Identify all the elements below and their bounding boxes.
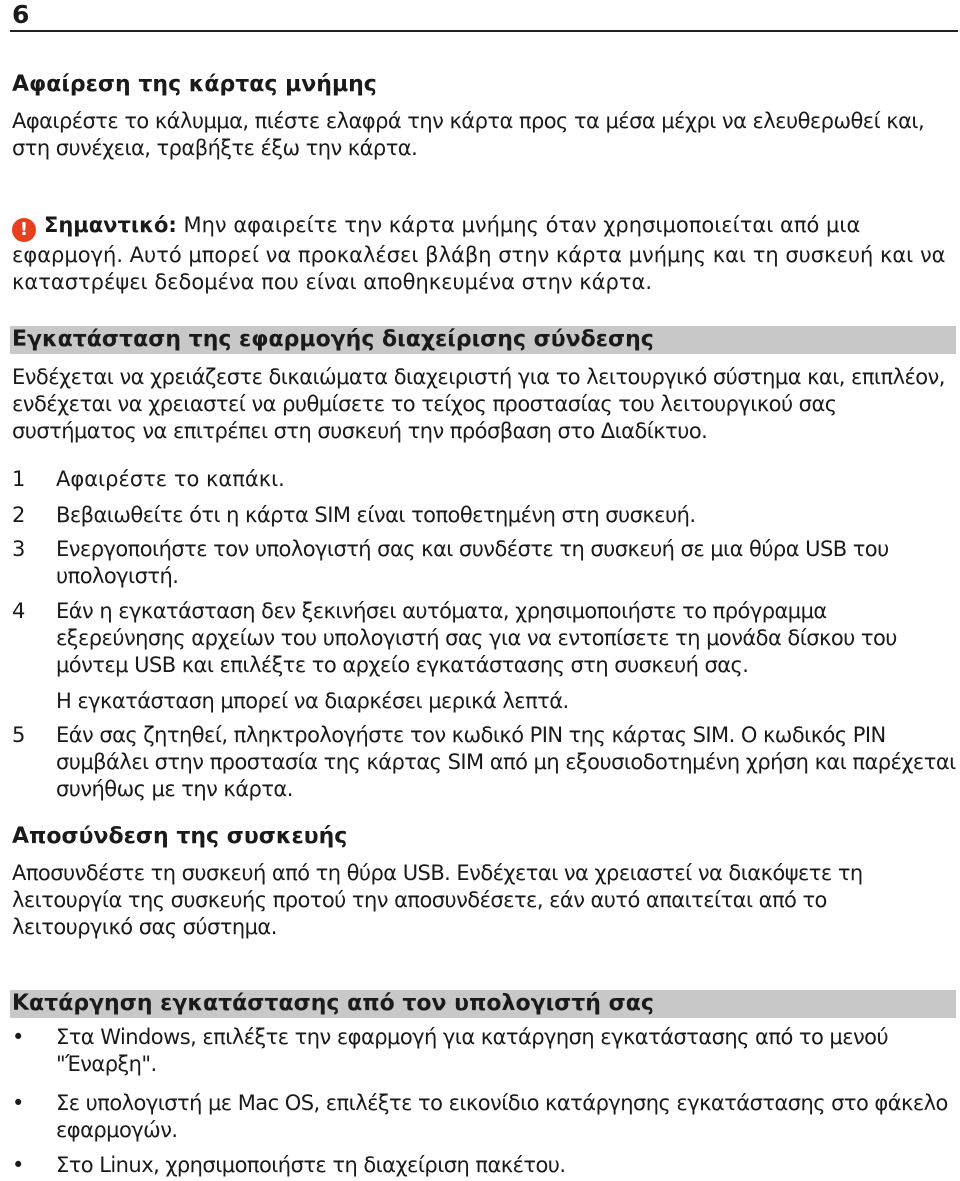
heading-remove-memory-card: Αφαίρεση της κάρτας μνήμης bbox=[12, 72, 377, 97]
step-text: Ενεργοποιήστε τον υπολογιστή σας και συνδέστε τη συσκευή σε μια θύρα USB του υπολογιστή. bbox=[56, 537, 889, 588]
paragraph-install-requirements: Ενδέχεται να χρειάζεστε δικαιώματα διαχειριστή για το λειτουργικό σύστημα και, επιπλέον, ενδέχεται να χρειαστεί να ρυθμίσετε το τείχος προστασίας του λειτουργικού σας συστήματος να επιτρέπει στη συσκευή την πρόσβαση στο Διαδίκτυο. bbox=[12, 365, 945, 443]
step-4-note: Η εγκατάσταση μπορεί να διαρκέσει μερικά λεπτά. bbox=[56, 689, 569, 713]
page-number: 6 bbox=[12, 0, 30, 29]
step-text: Αφαιρέστε το καπάκι. bbox=[56, 467, 285, 491]
bullet-marker: • bbox=[12, 1025, 25, 1049]
bullet-text: Σε υπολογιστή με Mac OS, επιλέξτε το εικονίδιο κατάργησης εγκατάστασης στο φάκελο εφαρμογών. bbox=[56, 1091, 948, 1142]
bullet-marker: • bbox=[12, 1091, 25, 1115]
step-text: Εάν η εγκατάσταση δεν ξεκινήσει αυτόματα, χρησιμοποιήστε το πρόγραμμα εξερεύνησης αρχείων του υπολογιστή σας για να εντοπίσετε τη μονάδα δίσκου του μόντεμ USB και επιλέξτε το αρχείο εγκατάστασης στη συσκευή σας. bbox=[56, 599, 897, 677]
heading-uninstall: Κατάργηση εγκατάστασης από τον υπολογιστή σας bbox=[10, 990, 956, 1018]
header-rule bbox=[10, 30, 958, 32]
paragraph-remove-memory-card: Αφαιρέστε το κάλυμμα, πιέστε ελαφρά την κάρτα προς τα μέσα μέχρι να ελευθερωθεί και, στη συνέχεια, τραβήξτε έξω την κάρτα. bbox=[12, 109, 925, 160]
bullet-text: Στα Windows, επιλέξτε την εφαρμογή για κατάργηση εγκατάστασης από το μενού "Έναρξη". bbox=[56, 1025, 889, 1076]
step-text: Εάν σας ζητηθεί, πληκτρολογήστε τον κωδικό PIN της κάρτας SIM. Ο κωδικός PIN συμβάλει στην προστασία της κάρτας SIM από μη εξουσιοδοτημένη χρήση και παρέχεται συνήθως με την κάρτα. bbox=[56, 723, 956, 801]
paragraph-disconnect-device: Αποσυνδέστε τη συσκευή από τη θύρα USB. Ενδέχεται να χρειαστεί να διακόψετε τη λειτουργία της συσκευής προτού την αποσυνδέσετε, εάν αυτό απαιτείται από το λειτουργικό σας σύστημα. bbox=[12, 861, 863, 939]
step-number: 1 bbox=[12, 467, 26, 491]
warning-note bbox=[12, 212, 952, 296]
step-number: 5 bbox=[12, 723, 26, 747]
warning-label: Σημαντικό: bbox=[44, 213, 177, 237]
warning-text: Μην αφαιρείτε την κάρτα μνήμης όταν χρησιμοποιείται από μια εφαρμογή. Αυτό μπορεί να προκαλέσει βλάβη στην κάρτα μνήμης και τη συσκευή και να καταστρέψει δεδομένα που είναι αποθηκευμένα στην κάρτα. bbox=[12, 213, 946, 294]
step-number: 4 bbox=[12, 599, 26, 623]
step-number: 3 bbox=[12, 537, 26, 561]
bullet-marker: • bbox=[12, 1153, 25, 1177]
heading-disconnect-device: Αποσύνδεση της συσκευής bbox=[12, 824, 348, 849]
exclamation-icon: ! bbox=[12, 218, 36, 242]
step-text: Βεβαιωθείτε ότι η κάρτα SIM είναι τοποθετημένη στη συσκευή. bbox=[56, 503, 696, 527]
heading-install-connection-manager: Εγκατάσταση της εφαρμογής διαχείρισης σύνδεσης bbox=[10, 326, 956, 354]
bullet-text: Στο Linux, χρησιμοποιήστε τη διαχείριση πακέτου. bbox=[56, 1153, 566, 1177]
step-number: 2 bbox=[12, 503, 26, 527]
